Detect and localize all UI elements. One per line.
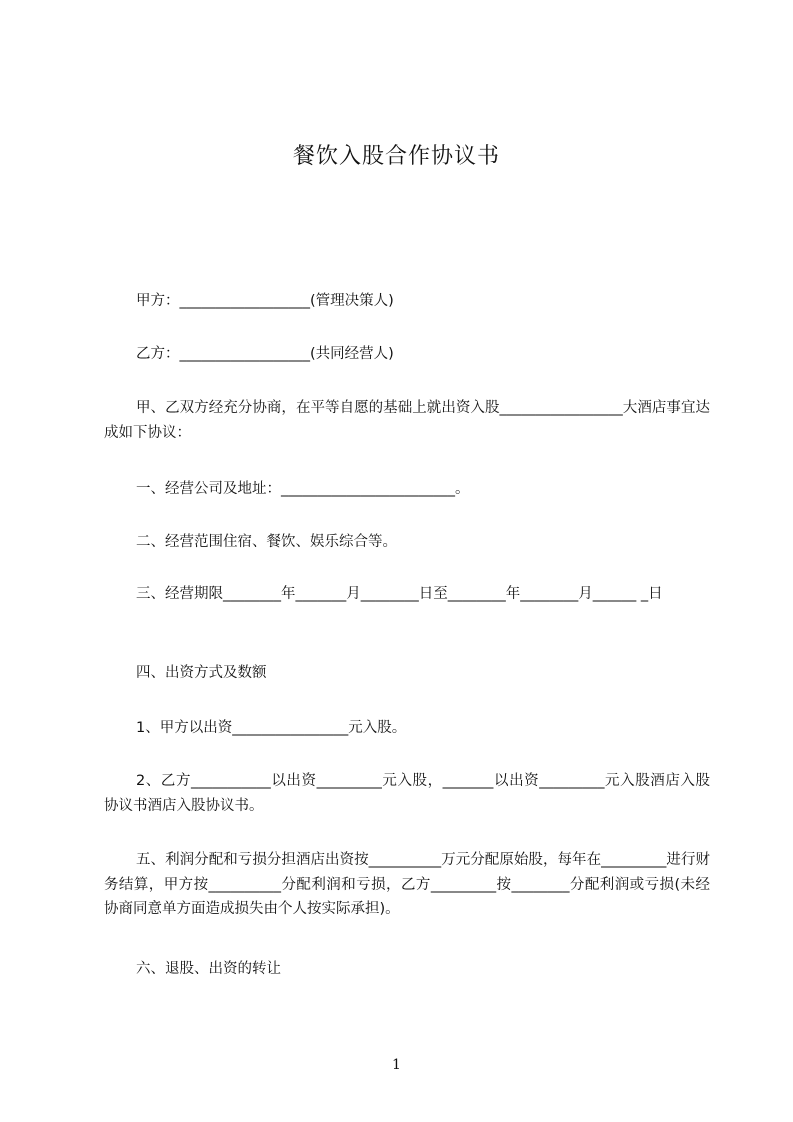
document-title: 餐饮入股合作协议书: [292, 144, 500, 169]
preamble-paragraph: 甲、乙双方经充分协商，在平等自愿的基础上就出资入股_________________大酒店事宜达成如下协议：: [104, 400, 710, 441]
clause-4-2-party-b-investment: 2、乙方___________以出资_________元入股，_______以出资_________元入股酒店入股协议书酒店入股协议书。: [104, 773, 710, 814]
clause-1-business-address: 一、经营公司及地址：________________________。: [136, 481, 470, 497]
clause-6-heading: 六、退股、出资的转让: [136, 961, 281, 977]
clause-4-heading: 四、出资方式及数额: [136, 665, 267, 681]
clause-2-business-scope: 二、经营范围住宿、餐饮、娱乐综合等。: [136, 534, 397, 550]
clause-5-profit-distribution: 五、利润分配和亏损分担酒店出资按__________万元分配原始股，每年在_________进行财务结算，甲方按__________分配利润和亏损，乙方_________按________分配利润或亏损(未经协商同意单方面造成损失由个人按实际承担)。: [104, 852, 710, 917]
party-b-line: 乙方：__________________(共同经营人): [136, 346, 394, 362]
clause-3-business-term: 三、经营期限________年_______月________日至________年________月______ _日: [136, 586, 663, 602]
party-a-line: 甲方：__________________(管理决策人): [136, 293, 394, 309]
page-number: 1: [392, 1057, 401, 1073]
clause-4-1-party-a-investment: 1、甲方以出资________________元入股。: [136, 720, 407, 736]
